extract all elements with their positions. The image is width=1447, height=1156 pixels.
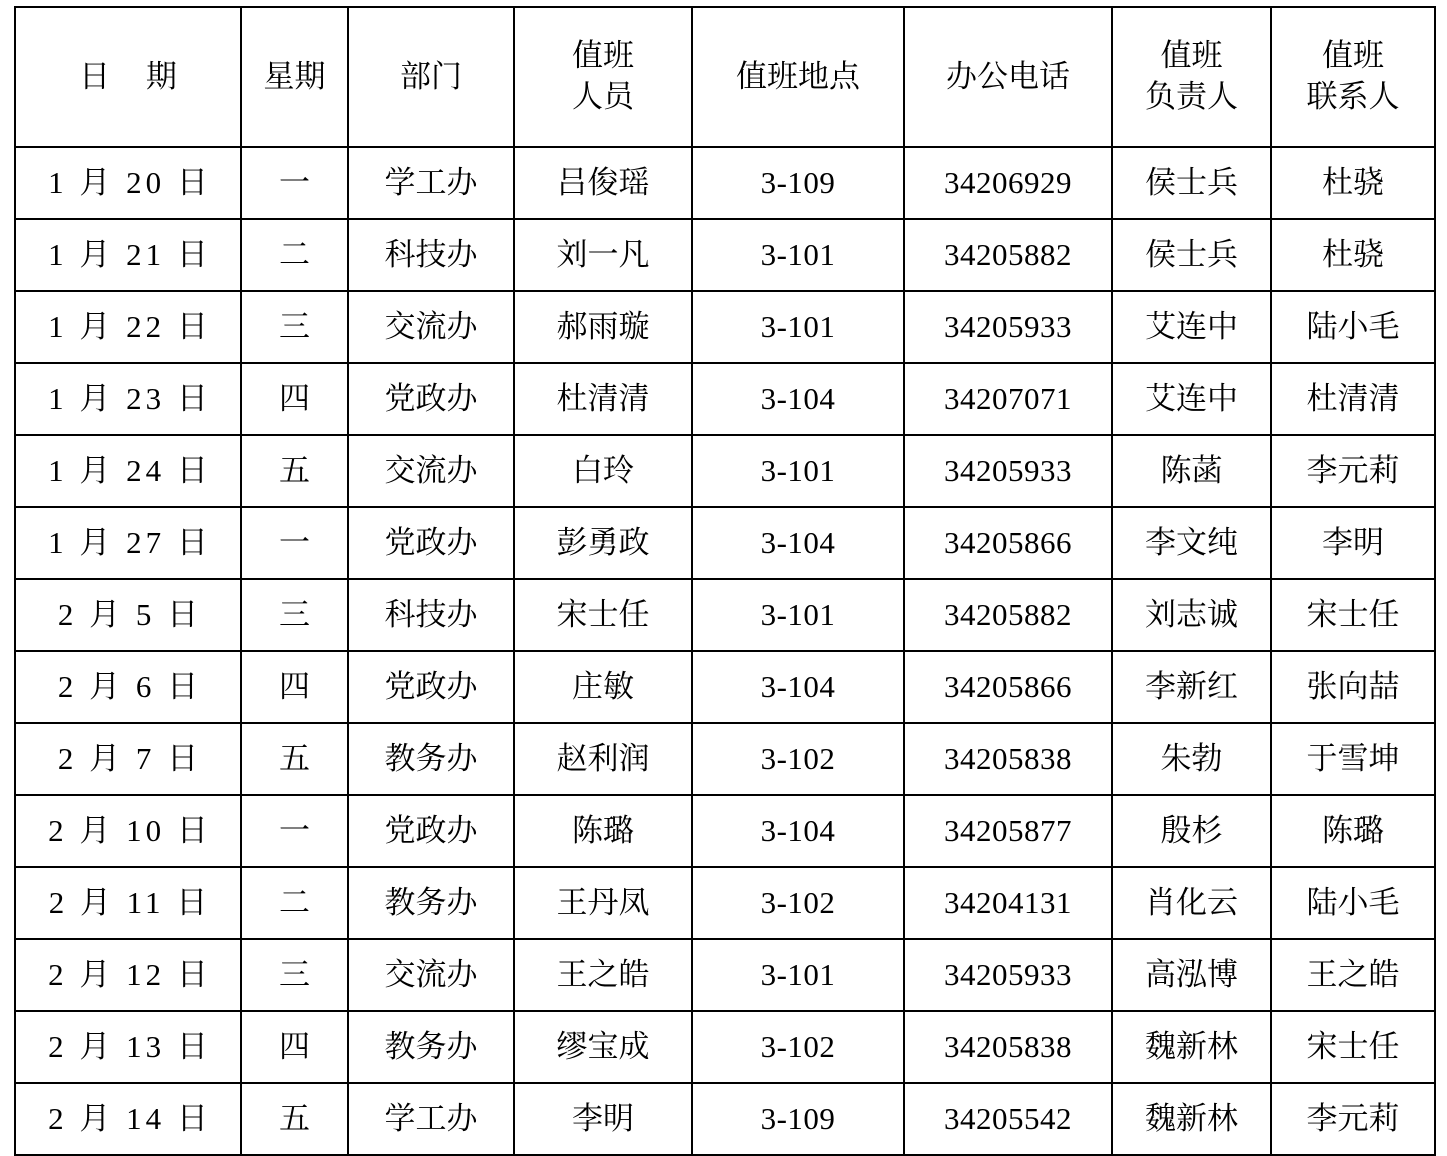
cell-place: 3-102 [692, 723, 904, 795]
cell-leader: 魏新林 [1112, 1083, 1271, 1155]
table-row [15, 579, 1435, 651]
cell-place: 3-101 [692, 939, 904, 1011]
cell-weekday: 一 [241, 147, 348, 219]
cell-contact: 杜骁 [1271, 147, 1435, 219]
cell-place: 3-109 [692, 1083, 904, 1155]
cell-phone: 34205882 [904, 579, 1112, 651]
column-header-leader-line1: 值班 [1160, 38, 1223, 74]
column-header-place [692, 7, 904, 147]
column-header-place-line1: 值班地点 [736, 58, 860, 94]
cell-department: 学工办 [348, 1083, 514, 1155]
column-header-staff [514, 7, 692, 147]
table-row [15, 1083, 1435, 1155]
cell-department: 教务办 [348, 723, 514, 795]
table-row [15, 867, 1435, 939]
cell-department: 交流办 [348, 291, 514, 363]
table-header [15, 7, 1435, 147]
cell-date: 2 月 13 日 [15, 1011, 241, 1083]
cell-weekday: 三 [241, 939, 348, 1011]
cell-phone: 34207071 [904, 363, 1112, 435]
cell-date: 2 月 7 日 [15, 723, 241, 795]
cell-phone: 34205542 [904, 1083, 1112, 1155]
cell-place: 3-109 [692, 147, 904, 219]
cell-contact: 陆小毛 [1271, 867, 1435, 939]
cell-phone: 34205933 [904, 291, 1112, 363]
cell-contact: 宋士任 [1271, 1011, 1435, 1083]
cell-leader: 艾连中 [1112, 363, 1271, 435]
cell-staff: 陈璐 [514, 795, 692, 867]
cell-department: 交流办 [348, 435, 514, 507]
cell-leader: 李文纯 [1112, 507, 1271, 579]
cell-department: 教务办 [348, 1011, 514, 1083]
cell-staff: 李明 [514, 1083, 692, 1155]
cell-leader: 朱勃 [1112, 723, 1271, 795]
column-header-date-line1: 日 期 [79, 58, 191, 94]
cell-weekday: 二 [241, 219, 348, 291]
cell-leader: 李新红 [1112, 651, 1271, 723]
table-row [15, 939, 1435, 1011]
cell-contact: 陈璐 [1271, 795, 1435, 867]
cell-contact: 李元莉 [1271, 435, 1435, 507]
column-header-contact-line1: 值班 [1322, 38, 1384, 74]
table-row [15, 795, 1435, 867]
table-body [15, 147, 1435, 1155]
cell-phone: 34205838 [904, 1011, 1112, 1083]
cell-leader: 魏新林 [1112, 1011, 1271, 1083]
cell-contact: 杜骁 [1271, 219, 1435, 291]
cell-weekday: 一 [241, 795, 348, 867]
column-header-weekday-line1: 星期 [263, 58, 326, 94]
cell-leader: 侯士兵 [1112, 147, 1271, 219]
cell-staff: 白玲 [514, 435, 692, 507]
cell-date: 1 月 22 日 [15, 291, 241, 363]
cell-leader: 刘志诚 [1112, 579, 1271, 651]
cell-leader: 侯士兵 [1112, 219, 1271, 291]
duty-schedule-table [14, 6, 1436, 1156]
cell-weekday: 三 [241, 579, 348, 651]
cell-date: 1 月 24 日 [15, 435, 241, 507]
column-header-contact [1271, 7, 1435, 147]
cell-department: 教务办 [348, 867, 514, 939]
column-header-staff-line1: 值班 [572, 38, 634, 74]
cell-staff: 缪宝成 [514, 1011, 692, 1083]
table-row [15, 507, 1435, 579]
cell-date: 2 月 10 日 [15, 795, 241, 867]
cell-weekday: 五 [241, 435, 348, 507]
cell-staff: 刘一凡 [514, 219, 692, 291]
column-header-contact-line2: 联系人 [1306, 79, 1400, 114]
column-header-department-line1: 部门 [400, 58, 462, 94]
table-row [15, 219, 1435, 291]
cell-staff: 庄敏 [514, 651, 692, 723]
cell-leader: 肖化云 [1112, 867, 1271, 939]
cell-place: 3-104 [692, 795, 904, 867]
cell-contact: 于雪坤 [1271, 723, 1435, 795]
cell-place: 3-101 [692, 435, 904, 507]
cell-phone: 34206929 [904, 147, 1112, 219]
table-row [15, 291, 1435, 363]
table-row [15, 363, 1435, 435]
column-header-department [348, 7, 514, 147]
cell-leader: 高泓博 [1112, 939, 1271, 1011]
cell-contact: 宋士任 [1271, 579, 1435, 651]
cell-contact: 王之皓 [1271, 939, 1435, 1011]
cell-phone: 34205877 [904, 795, 1112, 867]
cell-weekday: 二 [241, 867, 348, 939]
cell-phone: 34204131 [904, 867, 1112, 939]
cell-staff: 吕俊瑶 [514, 147, 692, 219]
column-header-weekday [241, 7, 348, 147]
cell-staff: 郝雨璇 [514, 291, 692, 363]
cell-phone: 34205838 [904, 723, 1112, 795]
cell-place: 3-101 [692, 579, 904, 651]
cell-date: 1 月 23 日 [15, 363, 241, 435]
column-header-staff-line2: 人员 [572, 79, 634, 114]
cell-staff: 王丹凤 [514, 867, 692, 939]
cell-phone: 34205882 [904, 219, 1112, 291]
cell-date: 2 月 6 日 [15, 651, 241, 723]
cell-place: 3-101 [692, 291, 904, 363]
cell-phone: 34205866 [904, 651, 1112, 723]
cell-leader: 陈菡 [1112, 435, 1271, 507]
column-header-leader-line2: 负责人 [1145, 79, 1238, 114]
table-row [15, 1011, 1435, 1083]
cell-leader: 殷杉 [1112, 795, 1271, 867]
cell-weekday: 三 [241, 291, 348, 363]
cell-date: 1 月 20 日 [15, 147, 241, 219]
table-row [15, 723, 1435, 795]
cell-department: 党政办 [348, 363, 514, 435]
cell-contact: 李明 [1271, 507, 1435, 579]
column-header-leader [1112, 7, 1271, 147]
cell-weekday: 一 [241, 507, 348, 579]
cell-department: 科技办 [348, 219, 514, 291]
cell-weekday: 四 [241, 1011, 348, 1083]
cell-date: 1 月 21 日 [15, 219, 241, 291]
cell-place: 3-104 [692, 651, 904, 723]
table-row [15, 435, 1435, 507]
cell-leader: 艾连中 [1112, 291, 1271, 363]
cell-place: 3-102 [692, 1011, 904, 1083]
cell-department: 党政办 [348, 507, 514, 579]
cell-place: 3-101 [692, 219, 904, 291]
cell-place: 3-104 [692, 363, 904, 435]
cell-department: 交流办 [348, 939, 514, 1011]
cell-date: 2 月 14 日 [15, 1083, 241, 1155]
cell-staff: 王之皓 [514, 939, 692, 1011]
cell-department: 科技办 [348, 579, 514, 651]
cell-contact: 陆小毛 [1271, 291, 1435, 363]
column-header-date [15, 7, 241, 147]
cell-place: 3-102 [692, 867, 904, 939]
cell-staff: 杜清清 [514, 363, 692, 435]
cell-contact: 张向喆 [1271, 651, 1435, 723]
cell-weekday: 四 [241, 651, 348, 723]
cell-contact: 李元莉 [1271, 1083, 1435, 1155]
table-row [15, 651, 1435, 723]
cell-department: 党政办 [348, 651, 514, 723]
cell-staff: 彭勇政 [514, 507, 692, 579]
table-row [15, 147, 1435, 219]
cell-date: 2 月 11 日 [15, 867, 241, 939]
column-header-phone-line1: 办公电话 [946, 58, 1070, 94]
cell-date: 2 月 5 日 [15, 579, 241, 651]
cell-staff: 宋士任 [514, 579, 692, 651]
cell-date: 2 月 12 日 [15, 939, 241, 1011]
cell-phone: 34205933 [904, 435, 1112, 507]
cell-staff: 赵利润 [514, 723, 692, 795]
cell-department: 学工办 [348, 147, 514, 219]
table-header-row [15, 7, 1435, 147]
cell-phone: 34205866 [904, 507, 1112, 579]
cell-phone: 34205933 [904, 939, 1112, 1011]
cell-department: 党政办 [348, 795, 514, 867]
cell-date: 1 月 27 日 [15, 507, 241, 579]
cell-weekday: 四 [241, 363, 348, 435]
cell-place: 3-104 [692, 507, 904, 579]
cell-contact: 杜清清 [1271, 363, 1435, 435]
cell-weekday: 五 [241, 723, 348, 795]
column-header-phone [904, 7, 1112, 147]
cell-weekday: 五 [241, 1083, 348, 1155]
